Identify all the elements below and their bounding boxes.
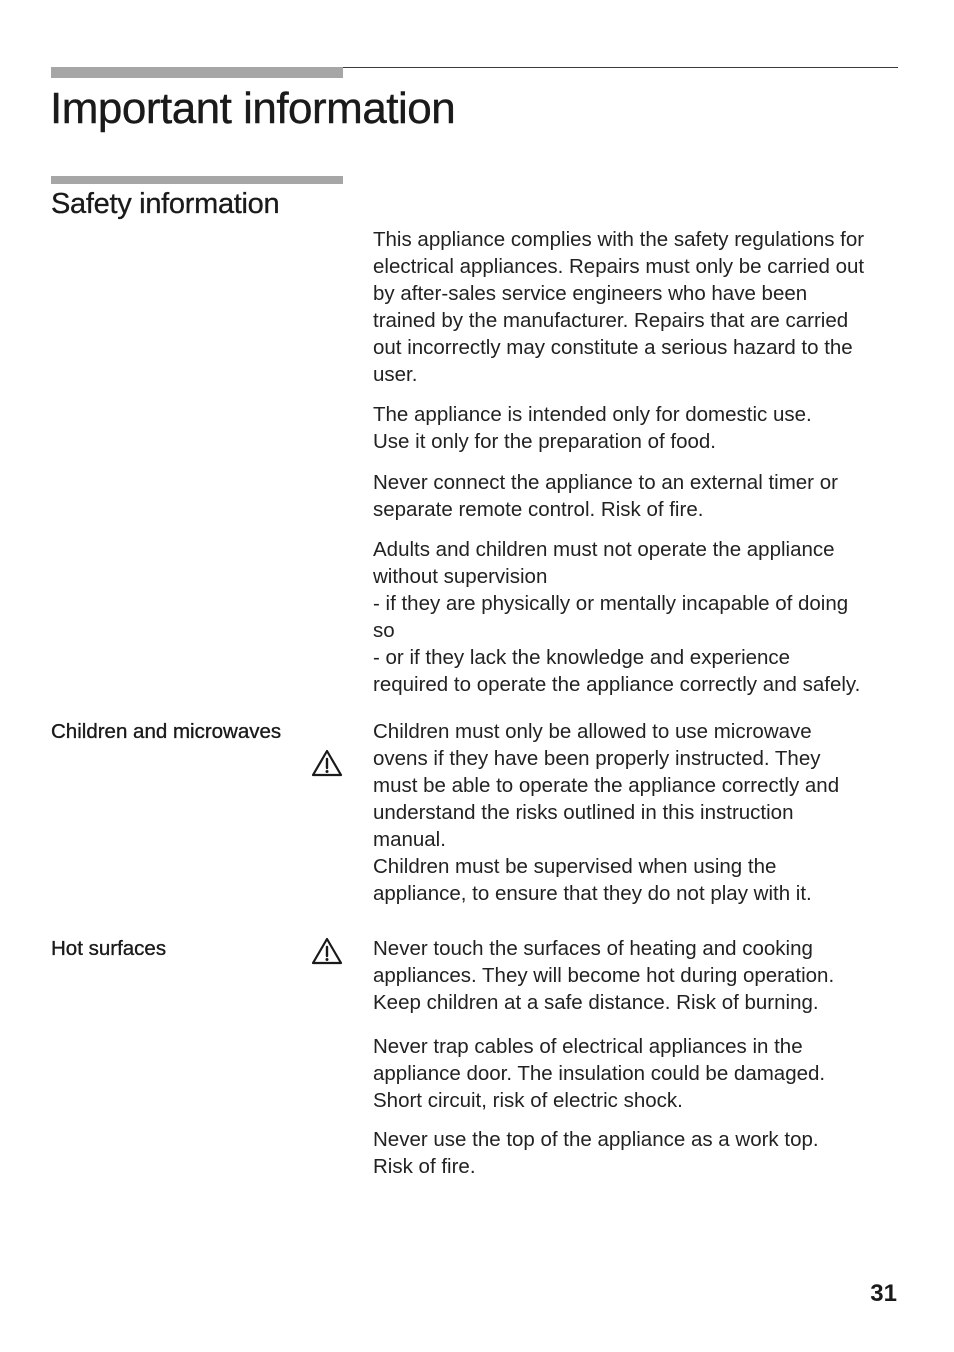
page-number: 31 bbox=[870, 1280, 897, 1307]
warning-triangle-icon bbox=[311, 749, 343, 777]
paragraph-compliance: This appliance complies with the safety regulations for electrical appliances. Repairs must only be carried out by after-sales service engineers who have been trained by the manufacturer. Repairs that are carried out incorrectly may constitute a serious hazard to the user. bbox=[373, 228, 865, 386]
section-rule bbox=[51, 176, 343, 184]
header-rule-thick bbox=[51, 67, 343, 78]
label-hot-surfaces: Hot surfaces bbox=[51, 937, 167, 960]
paragraph-domestic-use: The appliance is intended only for domestic use. Use it only for the preparation of food. bbox=[373, 403, 812, 453]
paragraph-work-top: Never use the top of the appliance as a work top. Risk of fire. bbox=[373, 1128, 819, 1178]
page-title: Important information bbox=[50, 84, 456, 133]
paragraph-hot-surfaces: Never touch the surfaces of heating and cooking appliances. They will become hot during operation. Keep children at a safe distance. Risk of burning. bbox=[373, 937, 835, 1014]
header-rule-thin bbox=[343, 67, 898, 68]
paragraph-supervision: Adults and children must not operate the appliance without supervision - if they are physically or mentally incapable of doing so - or if they lack the knowledge and experience required to operate the appliance correctly and safely. bbox=[373, 538, 861, 696]
paragraph-children-microwaves: Children must only be allowed to use microwave ovens if they have been properly instructed. They must be able to operate the appliance correctly and understand the risks outlined in this instruction manual. Children must be supervised when using the appliance, to ensure that they do not play with it. bbox=[373, 720, 840, 905]
label-children-microwaves: Children and microwaves bbox=[51, 720, 282, 743]
section-title: Safety information bbox=[51, 188, 280, 220]
paragraph-cables: Never trap cables of electrical appliances in the appliance door. The insulation could be damaged. Short circuit, risk of electric shock. bbox=[373, 1035, 826, 1112]
paragraph-external-timer: Never connect the appliance to an external timer or separate remote control. Risk of fire. bbox=[373, 471, 838, 521]
warning-triangle-icon bbox=[311, 937, 343, 965]
